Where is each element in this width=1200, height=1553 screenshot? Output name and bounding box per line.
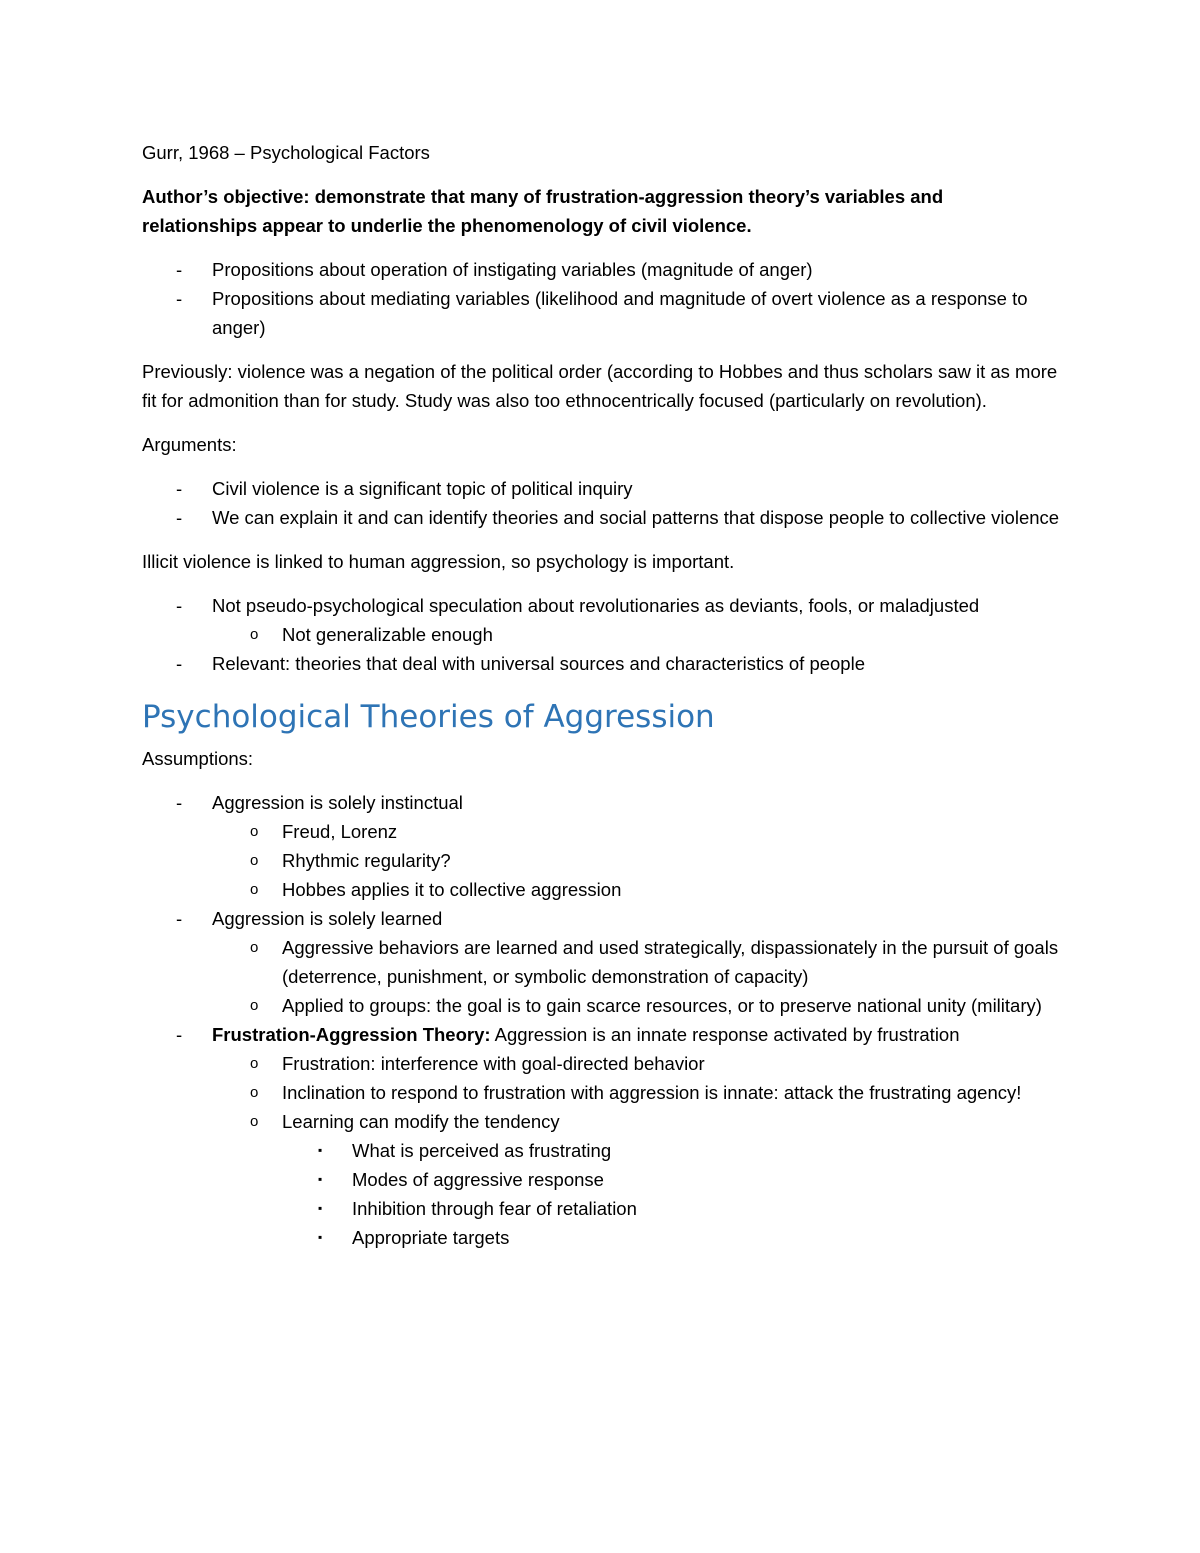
circle-bullet: o bbox=[250, 881, 259, 898]
sub-list-item-text: Inclination to respond to frustration with aggression is innate: attack the frustrating agency! bbox=[282, 1082, 1022, 1103]
dash-bullet: - bbox=[176, 507, 183, 528]
assumptions-list bbox=[142, 788, 1062, 1252]
sub-list-item-text: Freud, Lorenz bbox=[282, 821, 398, 842]
dash-bullet: - bbox=[176, 595, 183, 616]
square-bullet: ▪ bbox=[318, 1143, 323, 1157]
square-bullet: ▪ bbox=[318, 1230, 323, 1244]
sub-list bbox=[212, 1049, 1062, 1252]
sub-sub-list-item-text: Appropriate targets bbox=[352, 1227, 510, 1248]
sub-sub-list-item bbox=[282, 1194, 1062, 1223]
sub-list-item-text: Frustration: interference with goal-directed behavior bbox=[282, 1053, 705, 1074]
dash-bullet: - bbox=[176, 792, 183, 813]
section-heading: Psychological Theories of Aggression bbox=[142, 699, 715, 735]
term-label: Frustration-Aggression Theory: bbox=[212, 1024, 491, 1045]
list-item bbox=[142, 649, 1062, 678]
document-page bbox=[142, 138, 1062, 1267]
sub-sub-list-item bbox=[282, 1223, 1062, 1252]
list-item-text: Relevant: theories that deal with universal sources and characteristics of people bbox=[212, 653, 865, 674]
sub-list-item bbox=[212, 620, 1062, 649]
list-item-text bbox=[212, 1024, 960, 1045]
term-definition: Aggression is an innate response activated by frustration bbox=[490, 1024, 960, 1045]
circle-bullet: o bbox=[250, 939, 259, 956]
previously-paragraph: Previously: violence was a negation of the political order (according to Hobbes and thus scholars saw it as more fit for admonition than for study. Study was also too ethnocentrically focused (particularly on revolution). bbox=[142, 361, 1058, 411]
list-item bbox=[142, 591, 1062, 649]
sub-list-item bbox=[212, 846, 1062, 875]
sub-list-item-text: Learning can modify the tendency bbox=[282, 1111, 560, 1132]
list-item-text: Aggression is solely instinctual bbox=[212, 792, 463, 813]
sub-list-item-text: Hobbes applies it to collective aggression bbox=[282, 879, 622, 900]
assumptions-label: Assumptions: bbox=[142, 748, 254, 769]
list-item-text: Propositions about mediating variables (likelihood and magnitude of overt violence as a response to anger) bbox=[212, 288, 1028, 338]
sub-list-item bbox=[212, 875, 1062, 904]
circle-bullet: o bbox=[250, 997, 259, 1014]
illicit-list bbox=[142, 591, 1062, 678]
sub-sub-list bbox=[282, 1136, 1062, 1252]
sub-list bbox=[212, 817, 1062, 904]
list-item bbox=[142, 788, 1062, 904]
square-bullet: ▪ bbox=[318, 1172, 323, 1186]
arguments-list bbox=[142, 474, 1062, 532]
sub-list-item-text: Not generalizable enough bbox=[282, 624, 493, 645]
header-line: Gurr, 1968 – Psychological Factors bbox=[142, 142, 430, 163]
circle-bullet: o bbox=[250, 852, 259, 869]
list-item bbox=[142, 1020, 1062, 1252]
list-item bbox=[142, 503, 1062, 532]
sub-list-item bbox=[212, 817, 1062, 846]
list-item-text: Not pseudo-psychological speculation about revolutionaries as deviants, fools, or maladjusted bbox=[212, 595, 980, 616]
list-item-text: Aggression is solely learned bbox=[212, 908, 443, 929]
dash-bullet: - bbox=[176, 288, 183, 309]
list-item bbox=[142, 255, 1062, 284]
arguments-label: Arguments: bbox=[142, 434, 237, 455]
objective-list bbox=[142, 255, 1062, 342]
dash-bullet: - bbox=[176, 478, 183, 499]
circle-bullet: o bbox=[250, 823, 259, 840]
sub-sub-list-item-text: Modes of aggressive response bbox=[352, 1169, 604, 1190]
sub-list bbox=[212, 933, 1062, 1020]
list-item-text: Propositions about operation of instigating variables (magnitude of anger) bbox=[212, 259, 813, 280]
list-item bbox=[142, 474, 1062, 503]
list-item-text: Civil violence is a significant topic of political inquiry bbox=[212, 478, 633, 499]
sub-sub-list-item-text: What is perceived as frustrating bbox=[352, 1140, 612, 1161]
sub-list-item bbox=[212, 1049, 1062, 1078]
list-item bbox=[142, 904, 1062, 1020]
dash-bullet: - bbox=[176, 259, 183, 280]
illicit-paragraph: Illicit violence is linked to human aggression, so psychology is important. bbox=[142, 551, 735, 572]
dash-bullet: - bbox=[176, 908, 183, 929]
sub-list-item bbox=[212, 991, 1062, 1020]
sub-list-item-text: Applied to groups: the goal is to gain scarce resources, or to preserve national unity (military) bbox=[282, 995, 1042, 1016]
sub-list-item bbox=[212, 1078, 1062, 1107]
sub-list-item-text: Rhythmic regularity? bbox=[282, 850, 451, 871]
dash-bullet: - bbox=[176, 1024, 183, 1045]
circle-bullet: o bbox=[250, 1113, 259, 1130]
square-bullet: ▪ bbox=[318, 1201, 323, 1215]
list-item bbox=[142, 284, 1062, 342]
list-item-text: We can explain it and can identify theories and social patterns that dispose people to collective violence bbox=[212, 507, 1060, 528]
sub-sub-list-item-text: Inhibition through fear of retaliation bbox=[352, 1198, 637, 1219]
sub-sub-list-item bbox=[282, 1165, 1062, 1194]
circle-bullet: o bbox=[250, 1055, 259, 1072]
dash-bullet: - bbox=[176, 653, 183, 674]
sub-sub-list-item bbox=[282, 1136, 1062, 1165]
sub-list bbox=[212, 620, 1062, 649]
objective-paragraph: Author’s objective: demonstrate that many of frustration-aggression theory’s variables and relationships appear to underlie the phenomenology of civil violence. bbox=[142, 186, 944, 236]
circle-bullet: o bbox=[250, 1084, 259, 1101]
circle-bullet: o bbox=[250, 626, 259, 643]
sub-list-item bbox=[212, 933, 1062, 991]
sub-list-item-text: Aggressive behaviors are learned and used strategically, dispassionately in the pursuit of goals (deterrence, punishment, or symbolic demonstration of capacity) bbox=[282, 937, 1059, 987]
sub-list-item bbox=[212, 1107, 1062, 1252]
